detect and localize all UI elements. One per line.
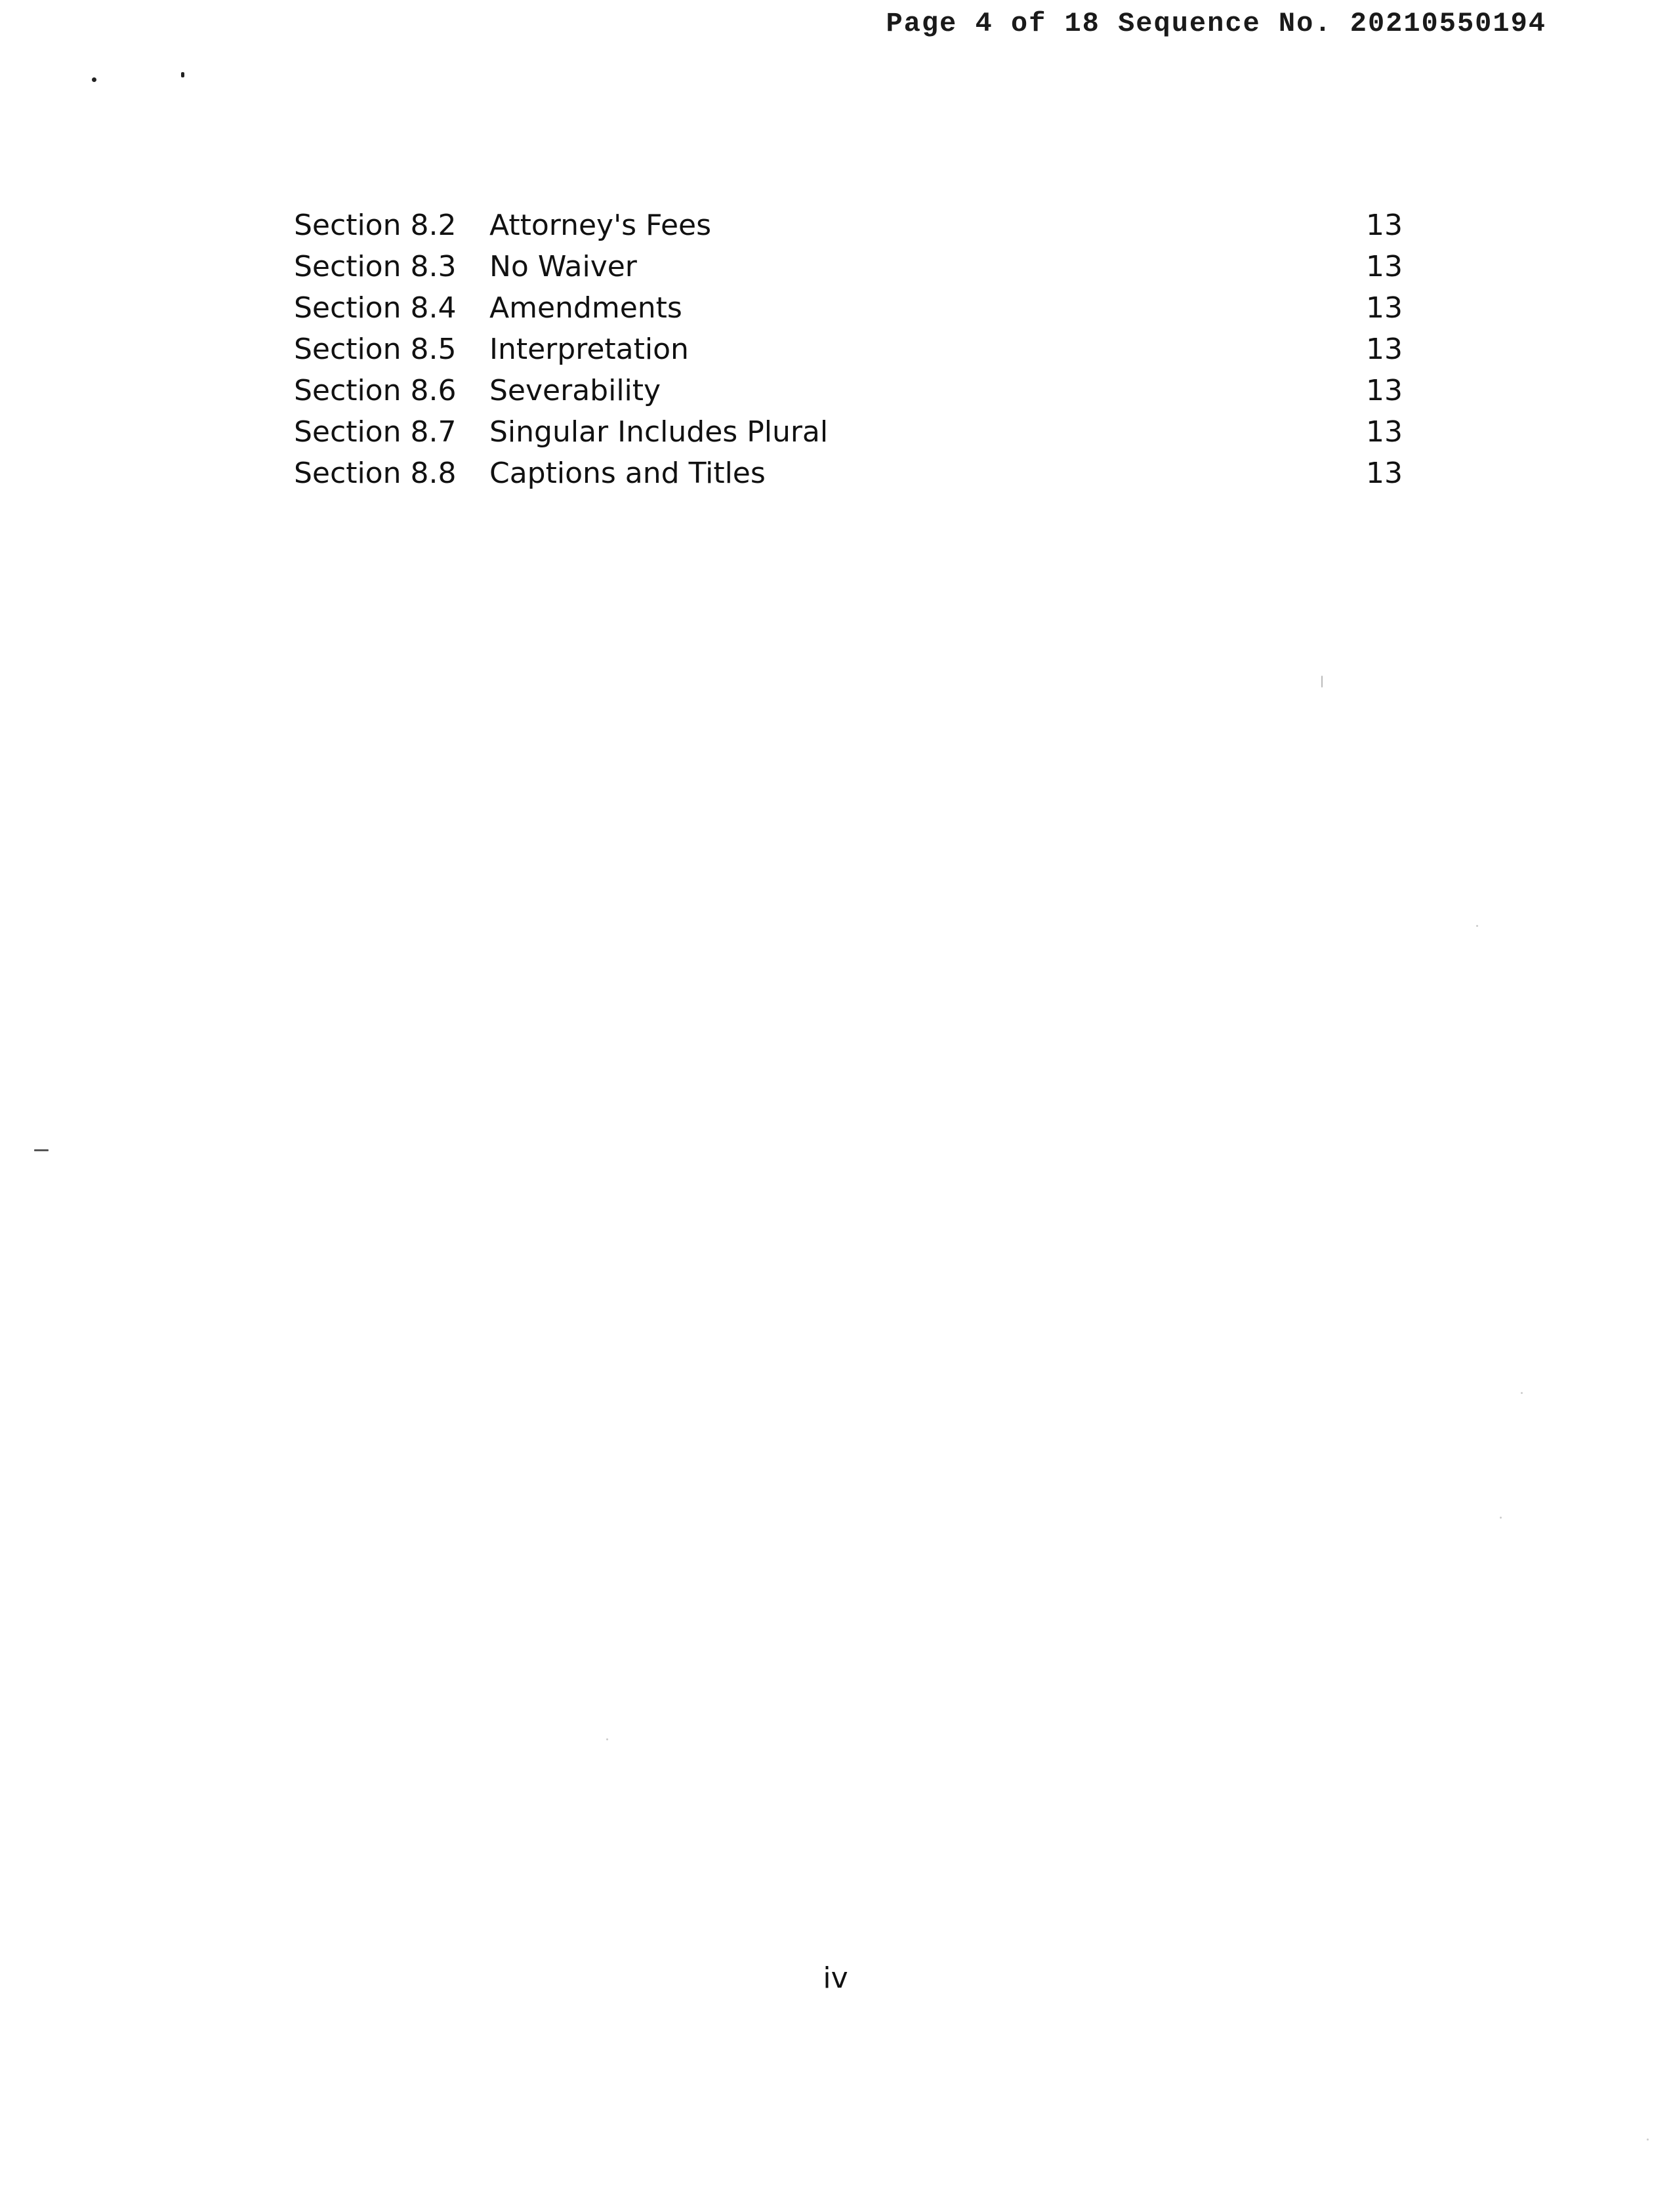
- toc-section-number: Section 8.8: [294, 457, 457, 490]
- toc-row: [294, 370, 1403, 411]
- scan-speck: [1321, 676, 1323, 687]
- toc-page-number: 13: [1366, 374, 1403, 407]
- footer-page-number: iv: [823, 1961, 848, 1995]
- toc-section-title: Interpretation: [489, 333, 689, 366]
- toc-section-title: Attorney's Fees: [489, 209, 712, 242]
- toc-page-number: 13: [1366, 415, 1403, 449]
- toc-row: [294, 453, 1403, 494]
- toc-row: [294, 287, 1403, 329]
- toc-section-title: Severability: [489, 374, 661, 407]
- toc-section-number: Section 8.3: [294, 250, 457, 283]
- toc-row: [294, 329, 1403, 370]
- toc-page-number: 13: [1366, 333, 1403, 366]
- scan-speck: [606, 1738, 608, 1740]
- toc-row: [294, 411, 1403, 453]
- toc-page-number: 13: [1366, 291, 1403, 325]
- toc-section-number: Section 8.2: [294, 209, 457, 242]
- scan-speck: [181, 72, 184, 77]
- toc-page-number: 13: [1366, 457, 1403, 490]
- toc-section-title: Singular Includes Plural: [489, 415, 829, 449]
- toc-section-number: Section 8.6: [294, 374, 457, 407]
- toc-section-number: Section 8.7: [294, 415, 457, 449]
- scan-speck: [1476, 925, 1478, 927]
- toc-row: [294, 246, 1403, 287]
- toc-row: [294, 205, 1403, 246]
- toc-section-title: Amendments: [489, 291, 682, 325]
- scan-speck: [1500, 1517, 1502, 1519]
- scan-speck: [34, 1149, 49, 1151]
- toc-section-title: No Waiver: [489, 250, 637, 283]
- toc-page-number: 13: [1366, 250, 1403, 283]
- scan-speck: [1521, 1392, 1523, 1394]
- toc-section-number: Section 8.5: [294, 333, 457, 366]
- table-of-contents: [294, 205, 1403, 494]
- toc-section-number: Section 8.4: [294, 291, 457, 325]
- toc-section-title: Captions and Titles: [489, 457, 766, 490]
- scan-speck: [92, 77, 96, 82]
- toc-page-number: 13: [1366, 209, 1403, 242]
- recording-stamp-header: Page 4 of 18 Sequence No. 20210550194: [886, 8, 1546, 39]
- scan-speck: [1647, 2139, 1649, 2140]
